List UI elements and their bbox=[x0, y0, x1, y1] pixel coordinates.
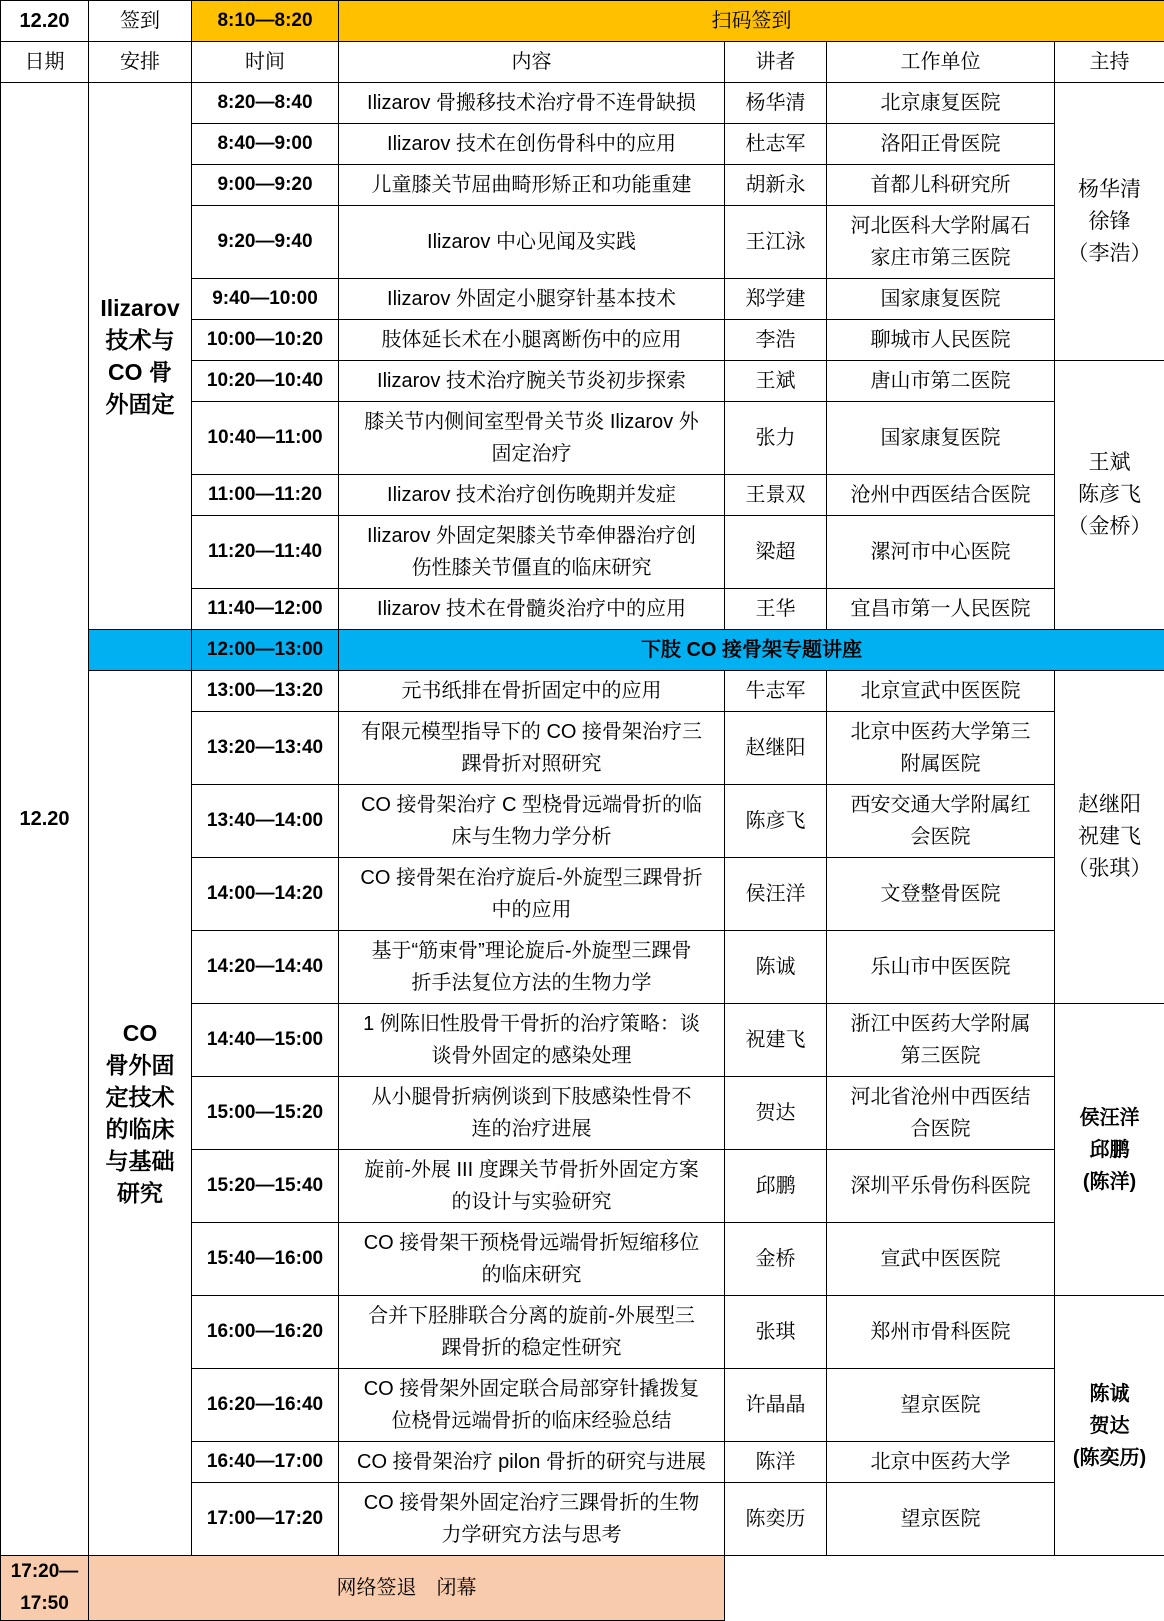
text-line: 踝骨折的稳定性研究 bbox=[347, 1332, 716, 1364]
text-line: 陈诚 bbox=[1063, 1378, 1156, 1410]
text-line: 位桡骨远端骨折的临床经验总结 bbox=[347, 1405, 716, 1437]
talk-time: 17:00—17:20 bbox=[192, 1483, 339, 1556]
talk-unit bbox=[827, 361, 1055, 402]
text-line: 的临床 bbox=[97, 1113, 183, 1145]
host-group-3 bbox=[1055, 671, 1164, 1004]
text-line: 合医院 bbox=[835, 1113, 1046, 1145]
talk-speaker: 王华 bbox=[725, 589, 827, 630]
checkin-label: 签到 bbox=[89, 1, 192, 42]
talk-content bbox=[339, 206, 725, 279]
text-line: Ilizarov 中心见闻及实践 bbox=[347, 226, 716, 258]
text-line: 有限元模型指导下的 CO 接骨架治疗三 bbox=[347, 716, 716, 748]
session-2-title bbox=[89, 671, 192, 1556]
talk-speaker: 陈彦飞 bbox=[725, 785, 827, 858]
header-host: 主持 bbox=[1055, 42, 1164, 83]
talk-content bbox=[339, 1004, 725, 1077]
text-line: 谈骨外固定的感染处理 bbox=[347, 1040, 716, 1072]
talk-content bbox=[339, 320, 725, 361]
text-line: 祝建飞 bbox=[1063, 821, 1156, 853]
text-line: 乐山市中医医院 bbox=[835, 951, 1046, 983]
talk-time: 11:20—11:40 bbox=[192, 516, 339, 589]
text-line: 骨外固 bbox=[97, 1049, 183, 1081]
talk-row bbox=[1, 671, 1164, 712]
text-line: 国家康复医院 bbox=[835, 422, 1046, 454]
text-line: Ilizarov 外固定小腿穿针基本技术 bbox=[347, 283, 716, 315]
text-line: 研究 bbox=[97, 1177, 183, 1209]
talk-content bbox=[339, 475, 725, 516]
text-line: 邱鹏 bbox=[1063, 1134, 1156, 1166]
text-line: Ilizarov 技术在创伤骨科中的应用 bbox=[347, 128, 716, 160]
talk-speaker: 张琪 bbox=[725, 1296, 827, 1369]
text-line: 与基础 bbox=[97, 1145, 183, 1177]
talk-time: 16:20—16:40 bbox=[192, 1369, 339, 1442]
text-line: 徐锋 bbox=[1063, 206, 1156, 238]
talk-unit bbox=[827, 858, 1055, 931]
text-line: 折手法复位方法的生物力学 bbox=[347, 967, 716, 999]
text-line: Ilizarov 技术治疗腕关节炎初步探索 bbox=[347, 365, 716, 397]
talk-speaker: 王景双 bbox=[725, 475, 827, 516]
day-date: 12.20 bbox=[1, 83, 89, 1556]
text-line: 西安交通大学附属红 bbox=[835, 789, 1046, 821]
talk-content bbox=[339, 858, 725, 931]
text-line: 贺达 bbox=[1063, 1410, 1156, 1442]
text-line: Ilizarov 骨搬移技术治疗骨不连骨缺损 bbox=[347, 87, 716, 119]
text-line: 河北医科大学附属石 bbox=[835, 210, 1046, 242]
text-line: 郑州市骨科医院 bbox=[835, 1316, 1046, 1348]
text-line: 元书纸排在骨折固定中的应用 bbox=[347, 675, 716, 707]
text-line: CO 接骨架外固定治疗三踝骨折的生物 bbox=[347, 1487, 716, 1519]
text-line: 的设计与实验研究 bbox=[347, 1186, 716, 1218]
text-line: 沧州中西医结合医院 bbox=[835, 479, 1046, 511]
text-line: 的临床研究 bbox=[347, 1259, 716, 1291]
talk-unit bbox=[827, 931, 1055, 1004]
talk-content bbox=[339, 279, 725, 320]
header-row bbox=[1, 42, 1164, 83]
header-date: 日期 bbox=[1, 42, 89, 83]
talk-speaker: 邱鹏 bbox=[725, 1150, 827, 1223]
talk-content bbox=[339, 1077, 725, 1150]
text-line: Ilizarov bbox=[97, 292, 183, 324]
talk-time: 13:20—13:40 bbox=[192, 712, 339, 785]
text-line: 儿童膝关节屈曲畸形矫正和功能重建 bbox=[347, 169, 716, 201]
text-line: CO 接骨架治疗 pilon 骨折的研究与进展 bbox=[347, 1446, 716, 1478]
talk-time: 9:00—9:20 bbox=[192, 165, 339, 206]
header-arrangement: 安排 bbox=[89, 42, 192, 83]
talk-time: 14:40—15:00 bbox=[192, 1004, 339, 1077]
text-line: 力学研究方法与思考 bbox=[347, 1519, 716, 1551]
talk-time: 16:40—17:00 bbox=[192, 1442, 339, 1483]
closing-time: 17:20—17:50 bbox=[1, 1556, 89, 1621]
talk-speaker: 许晶晶 bbox=[725, 1369, 827, 1442]
text-line: 聊城市人民医院 bbox=[835, 324, 1046, 356]
talk-unit bbox=[827, 165, 1055, 206]
checkin-content: 扫码签到 bbox=[339, 1, 1164, 42]
talk-content bbox=[339, 589, 725, 630]
talk-unit bbox=[827, 320, 1055, 361]
talk-content bbox=[339, 516, 725, 589]
talk-unit bbox=[827, 1150, 1055, 1223]
text-line: 王斌 bbox=[1063, 447, 1156, 479]
talk-unit bbox=[827, 1077, 1055, 1150]
talk-unit bbox=[827, 279, 1055, 320]
talk-content bbox=[339, 83, 725, 124]
talk-content bbox=[339, 1223, 725, 1296]
break-content: 下肢 CO 接骨架专题讲座 bbox=[339, 630, 1164, 671]
talk-content bbox=[339, 402, 725, 475]
talk-speaker: 王斌 bbox=[725, 361, 827, 402]
text-line: 宣武中医医院 bbox=[835, 1243, 1046, 1275]
text-line: 陈彦飞 bbox=[1063, 479, 1156, 511]
talk-speaker: 陈诚 bbox=[725, 931, 827, 1004]
talk-unit bbox=[827, 589, 1055, 630]
talk-speaker: 张力 bbox=[725, 402, 827, 475]
talk-unit bbox=[827, 1442, 1055, 1483]
break-spacer bbox=[89, 630, 192, 671]
text-line: 河北省沧州中西医结 bbox=[835, 1081, 1046, 1113]
talk-content bbox=[339, 165, 725, 206]
host-group-2 bbox=[1055, 361, 1164, 630]
text-line: Ilizarov 技术治疗创伤晚期并发症 bbox=[347, 479, 716, 511]
talk-unit bbox=[827, 1296, 1055, 1369]
text-line: 北京康复医院 bbox=[835, 87, 1046, 119]
text-line: 杨华清 bbox=[1063, 174, 1156, 206]
talk-content bbox=[339, 361, 725, 402]
talk-time: 14:00—14:20 bbox=[192, 858, 339, 931]
talk-row bbox=[1, 83, 1164, 124]
checkin-time: 8:10—8:20 bbox=[192, 1, 339, 42]
talk-content bbox=[339, 1483, 725, 1556]
text-line: 赵继阳 bbox=[1063, 789, 1156, 821]
text-line: 从小腿骨折病例谈到下肢感染性骨不 bbox=[347, 1081, 716, 1113]
text-line: 合并下胫腓联合分离的旋前-外展型三 bbox=[347, 1300, 716, 1332]
text-line: 洛阳正骨医院 bbox=[835, 128, 1046, 160]
header-content: 内容 bbox=[339, 42, 725, 83]
text-line: 中的应用 bbox=[347, 894, 716, 926]
text-line: 漯河市中心医院 bbox=[835, 536, 1046, 568]
text-line: 膝关节内侧间室型骨关节炎 Ilizarov 外 bbox=[347, 406, 716, 438]
text-line: 床与生物力学分析 bbox=[347, 821, 716, 853]
talk-time: 15:40—16:00 bbox=[192, 1223, 339, 1296]
text-line: 外固定 bbox=[97, 388, 183, 420]
text-line: CO 接骨架在治疗旋后-外旋型三踝骨折 bbox=[347, 862, 716, 894]
talk-speaker: 贺达 bbox=[725, 1077, 827, 1150]
text-line: 文登整骨医院 bbox=[835, 878, 1046, 910]
header-time: 时间 bbox=[192, 42, 339, 83]
talk-content bbox=[339, 1150, 725, 1223]
talk-unit bbox=[827, 1223, 1055, 1296]
checkin-date: 12.20 bbox=[1, 1, 89, 42]
talk-unit bbox=[827, 206, 1055, 279]
talk-speaker: 胡新永 bbox=[725, 165, 827, 206]
talk-unit bbox=[827, 402, 1055, 475]
text-line: 首都儿科研究所 bbox=[835, 169, 1046, 201]
talk-unit bbox=[827, 1004, 1055, 1077]
text-line: 北京中医药大学第三 bbox=[835, 716, 1046, 748]
text-line: Ilizarov 技术在骨髓炎治疗中的应用 bbox=[347, 593, 716, 625]
talk-time: 9:40—10:00 bbox=[192, 279, 339, 320]
text-line: 第三医院 bbox=[835, 1040, 1046, 1072]
break-row bbox=[1, 630, 1164, 671]
talk-content bbox=[339, 671, 725, 712]
closing-row bbox=[1, 1556, 1164, 1621]
talk-speaker: 金桥 bbox=[725, 1223, 827, 1296]
text-line: CO bbox=[97, 1017, 183, 1049]
text-line: (陈奕历) bbox=[1063, 1442, 1156, 1474]
text-line: 浙江中医药大学附属 bbox=[835, 1008, 1046, 1040]
text-line: 附属医院 bbox=[835, 748, 1046, 780]
talk-time: 10:00—10:20 bbox=[192, 320, 339, 361]
talk-content bbox=[339, 1296, 725, 1369]
talk-unit bbox=[827, 124, 1055, 165]
talk-content bbox=[339, 712, 725, 785]
talk-time: 14:20—14:40 bbox=[192, 931, 339, 1004]
talk-speaker: 陈奕历 bbox=[725, 1483, 827, 1556]
text-line: （张琪） bbox=[1063, 853, 1156, 885]
talk-unit bbox=[827, 712, 1055, 785]
text-line: 定技术 bbox=[97, 1081, 183, 1113]
talk-unit bbox=[827, 671, 1055, 712]
talk-time: 8:40—9:00 bbox=[192, 124, 339, 165]
talk-speaker: 王江泳 bbox=[725, 206, 827, 279]
talk-speaker: 赵继阳 bbox=[725, 712, 827, 785]
text-line: CO 骨 bbox=[97, 356, 183, 388]
talk-speaker: 陈洋 bbox=[725, 1442, 827, 1483]
text-line: 唐山市第二医院 bbox=[835, 365, 1046, 397]
talk-speaker: 祝建飞 bbox=[725, 1004, 827, 1077]
text-line: Ilizarov 外固定架膝关节牵伸器治疗创 bbox=[347, 520, 716, 552]
closing-content: 网络签退 闭幕 bbox=[89, 1556, 725, 1621]
header-unit: 工作单位 bbox=[827, 42, 1055, 83]
talk-unit bbox=[827, 83, 1055, 124]
talk-time: 15:00—15:20 bbox=[192, 1077, 339, 1150]
text-line: 北京宣武中医医院 bbox=[835, 675, 1046, 707]
break-time: 12:00—13:00 bbox=[192, 630, 339, 671]
talk-speaker: 郑学建 bbox=[725, 279, 827, 320]
text-line: 基于“筋束骨”理论旋后-外旋型三踝骨 bbox=[347, 935, 716, 967]
talk-content bbox=[339, 1369, 725, 1442]
talk-speaker: 杨华清 bbox=[725, 83, 827, 124]
text-line: 望京医院 bbox=[835, 1389, 1046, 1421]
talk-time: 15:20—15:40 bbox=[192, 1150, 339, 1223]
text-line: 旋前-外展 III 度踝关节骨折外固定方案 bbox=[347, 1154, 716, 1186]
talk-time: 9:20—9:40 bbox=[192, 206, 339, 279]
text-line: 伤性膝关节僵直的临床研究 bbox=[347, 552, 716, 584]
talk-time: 8:20—8:40 bbox=[192, 83, 339, 124]
talk-time: 13:00—13:20 bbox=[192, 671, 339, 712]
host-group-5 bbox=[1055, 1296, 1164, 1556]
talk-time: 13:40—14:00 bbox=[192, 785, 339, 858]
checkin-row bbox=[1, 1, 1164, 42]
talk-content bbox=[339, 931, 725, 1004]
text-line: 家庄市第三医院 bbox=[835, 242, 1046, 274]
talk-unit bbox=[827, 1483, 1055, 1556]
host-group-4 bbox=[1055, 1004, 1164, 1296]
text-line: 会医院 bbox=[835, 821, 1046, 853]
text-line: 侯汪洋 bbox=[1063, 1102, 1156, 1134]
talk-speaker: 梁超 bbox=[725, 516, 827, 589]
text-line: （金桥） bbox=[1063, 511, 1156, 543]
text-line: 深圳平乐骨伤科医院 bbox=[835, 1170, 1046, 1202]
text-line: 北京中医药大学 bbox=[835, 1446, 1046, 1478]
talk-content bbox=[339, 785, 725, 858]
talk-time: 16:00—16:20 bbox=[192, 1296, 339, 1369]
text-line: 技术与 bbox=[97, 324, 183, 356]
host-group-1 bbox=[1055, 83, 1164, 361]
text-line: 1 例陈旧性股骨干骨折的治疗策略：谈 bbox=[347, 1008, 716, 1040]
talk-unit bbox=[827, 785, 1055, 858]
text-line: CO 接骨架治疗 C 型桡骨远端骨折的临 bbox=[347, 789, 716, 821]
talk-unit bbox=[827, 475, 1055, 516]
text-line: CO 接骨架干预桡骨远端骨折短缩移位 bbox=[347, 1227, 716, 1259]
talk-time: 11:00—11:20 bbox=[192, 475, 339, 516]
text-line: (陈洋) bbox=[1063, 1166, 1156, 1198]
talk-time: 10:20—10:40 bbox=[192, 361, 339, 402]
talk-speaker: 侯汪洋 bbox=[725, 858, 827, 931]
session-1-title bbox=[89, 83, 192, 630]
talk-time: 11:40—12:00 bbox=[192, 589, 339, 630]
text-line: 国家康复医院 bbox=[835, 283, 1046, 315]
text-line: 连的治疗进展 bbox=[347, 1113, 716, 1145]
text-line: 肢体延长术在小腿离断伤中的应用 bbox=[347, 324, 716, 356]
talk-unit bbox=[827, 1369, 1055, 1442]
header-speaker: 讲者 bbox=[725, 42, 827, 83]
text-line: 宜昌市第一人民医院 bbox=[835, 593, 1046, 625]
text-line: 固定治疗 bbox=[347, 438, 716, 470]
text-line: 踝骨折对照研究 bbox=[347, 748, 716, 780]
talk-speaker: 牛志军 bbox=[725, 671, 827, 712]
text-line: 望京医院 bbox=[835, 1503, 1046, 1535]
talk-content bbox=[339, 1442, 725, 1483]
text-line: CO 接骨架外固定联合局部穿针撬拨复 bbox=[347, 1373, 716, 1405]
talk-unit bbox=[827, 516, 1055, 589]
text-line: （李浩） bbox=[1063, 238, 1156, 270]
talk-content bbox=[339, 124, 725, 165]
talk-speaker: 杜志军 bbox=[725, 124, 827, 165]
talk-speaker: 李浩 bbox=[725, 320, 827, 361]
talk-time: 10:40—11:00 bbox=[192, 402, 339, 475]
